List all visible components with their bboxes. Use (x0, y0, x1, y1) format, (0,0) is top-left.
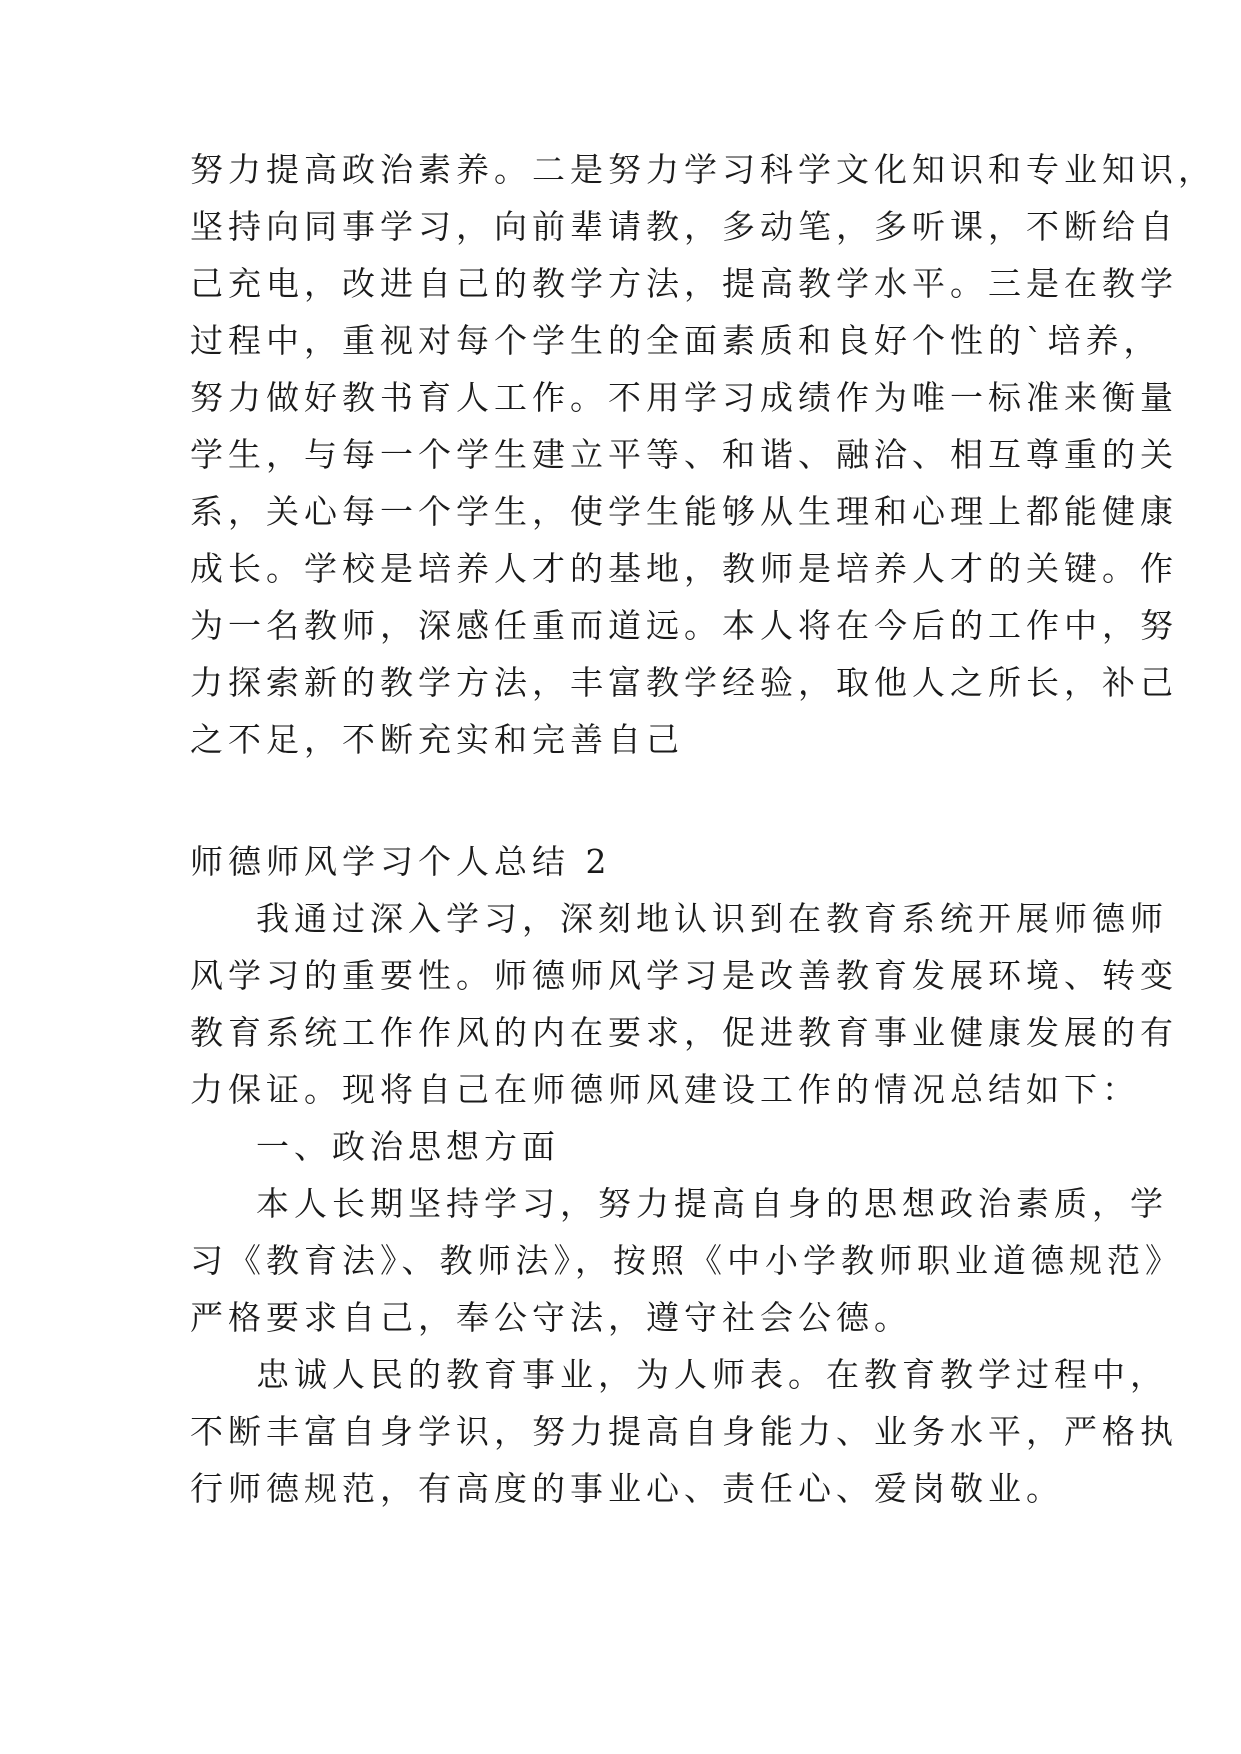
paragraph-line: 坚持向同事学习，向前辈请教，多动笔，多听课，不断给自 (190, 207, 1178, 246)
paragraph-line: 严格要求自己，奉公守法，遵守社会公德。 (190, 1298, 912, 1337)
paragraph-line: 风学习的重要性。师德师风学习是改善教育发展环境、转变 (190, 956, 1178, 995)
paragraph-line: 过程中，重视对每个学生的全面素质和良好个性的`培养， (190, 321, 1162, 360)
paragraph-line: 努力提高政治素养。二是努力学习科学文化知识和专业知识， (190, 150, 1216, 189)
paragraph-line: 成长。学校是培养人才的基地，教师是培养人才的关键。作 (190, 549, 1178, 588)
paragraph-line: 力保证。现将自己在师德师风建设工作的情况总结如下： (190, 1070, 1140, 1109)
section-heading: 师德师风学习个人总结 2 (190, 842, 612, 881)
paragraph-line: 不断丰富自身学识，努力提高自身能力、业务水平，严格执 (190, 1412, 1178, 1451)
paragraph-line: 本人长期坚持学习，努力提高自身的思想政治素质，学 (256, 1184, 1168, 1223)
paragraph-line: 努力做好教书育人工作。不用学习成绩作为唯一标准来衡量 (190, 378, 1178, 417)
paragraph-line: 行师德规范，有高度的事业心、责任心、爱岗敬业。 (190, 1469, 1064, 1508)
paragraph-line: 忠诚人民的教育事业，为人师表。在教育教学过程中， (256, 1355, 1168, 1394)
paragraph-line: 习《教育法》、教师法》，按照《中小学教师职业道德规范》 (190, 1241, 1183, 1280)
paragraph-line: 力探索新的教学方法，丰富教学经验，取他人之所长，补己 (190, 663, 1178, 702)
paragraph-line: 己充电，改进自己的教学方法，提高教学水平。三是在教学 (190, 264, 1178, 303)
paragraph-line: 教育系统工作作风的内在要求，促进教育事业健康发展的有 (190, 1013, 1178, 1052)
paragraph-line: 之不足，不断充实和完善自己 (190, 720, 684, 759)
paragraph-line: 学生，与每一个学生建立平等、和谐、融洽、相互尊重的关 (190, 435, 1178, 474)
paragraph-line: 为一名教师，深感任重而道远。本人将在今后的工作中，努 (190, 606, 1178, 645)
paragraph-line: 系，关心每一个学生，使学生能够从生理和心理上都能健康 (190, 492, 1178, 531)
subsection-heading: 一、政治思想方面 (256, 1127, 560, 1166)
paragraph-line: 我通过深入学习，深刻地认识到在教育系统开展师德师 (256, 899, 1168, 938)
